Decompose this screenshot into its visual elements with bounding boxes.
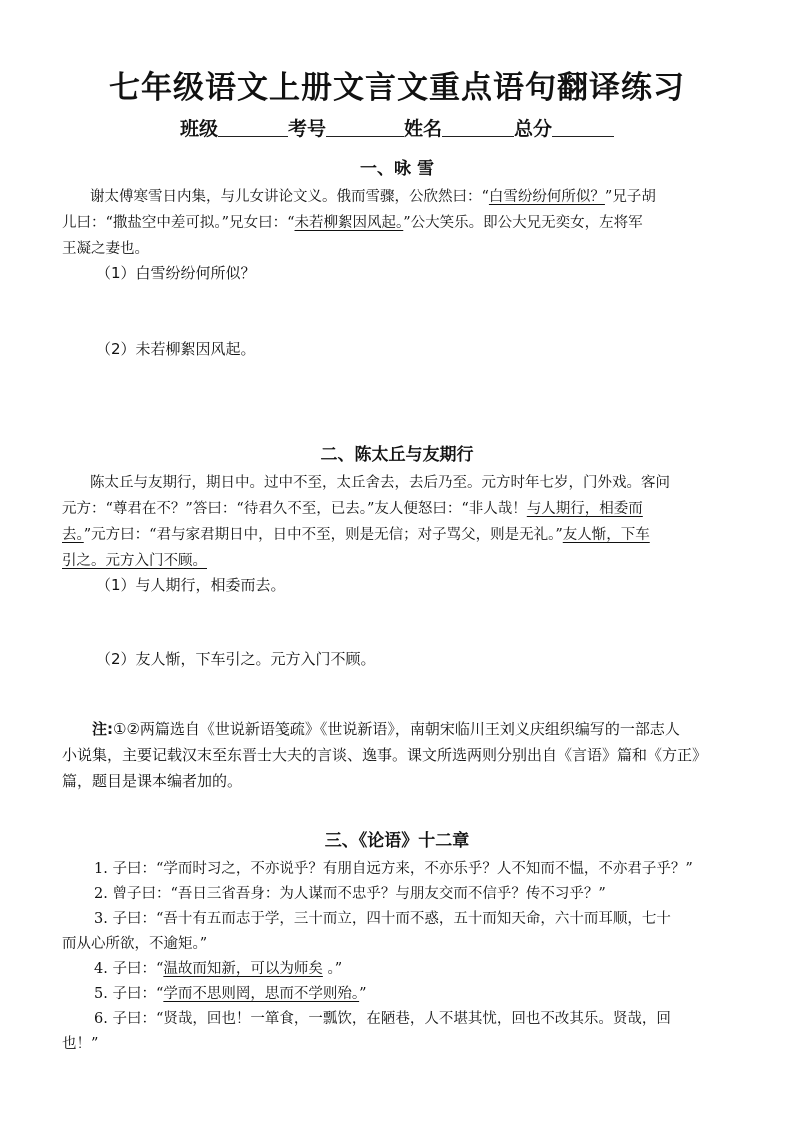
- underlined-sentence: 学而不思则罔，思而不学则殆。: [163, 986, 360, 1002]
- analects-text: 5. 子曰：“: [94, 986, 164, 1002]
- analects-item: 1. 子曰：“学而时习之，不亦说乎？有朋自远方来，不亦乐乎？人不知而不愠，不亦君子乎？”: [94, 861, 693, 877]
- note-line: 小说集，主要记载汉末至东晋士大夫的言谈、逸事。课文所选两则分别出自《言语》篇和《方正》: [62, 746, 708, 764]
- passage-text: 元方：“尊君在不？”答曰：“待君久不至，已去。”友人便怒曰：“非人哉！: [62, 501, 527, 517]
- passage-text: ”公大笑乐。即公大兄无奕女，左将军: [403, 215, 643, 231]
- note-line: [62, 716, 742, 742]
- section1-passage: [62, 184, 734, 262]
- underlined-sentence: 引之。元方入门不顾。: [62, 553, 207, 569]
- section1-heading: 一、咏 雪: [360, 159, 434, 179]
- section1-question-2: （2）未若柳絮因风起。: [96, 340, 256, 358]
- note-line: 篇，题目是课本编者加的。: [62, 772, 243, 790]
- note-text: ①②两篇选自《世说新语笺疏》《世说新语》，南朝宋临川王刘义庆组织编写的一部志人: [113, 720, 680, 738]
- score-blank[interactable]: [552, 118, 614, 137]
- passage-line: [62, 548, 734, 574]
- section1-question-1: （1）白雪纷纷何所似？: [96, 264, 256, 282]
- class-label: 班级: [179, 118, 218, 140]
- source-note: [62, 716, 742, 794]
- section3-heading: 三、《论语》十二章: [324, 831, 470, 851]
- section2-heading: 二、陈太丘与友期行: [320, 445, 474, 465]
- note-label: 注:: [92, 720, 113, 738]
- analects-text: 4. 子曰：“: [94, 961, 164, 977]
- analects-item: [94, 982, 744, 1007]
- name-blank[interactable]: [442, 118, 514, 137]
- passage-line: [62, 522, 734, 548]
- passage-text: ”兄子胡: [604, 189, 656, 205]
- student-info-line: [0, 114, 794, 141]
- analects-text: ”: [359, 986, 367, 1002]
- number-label: 考号: [287, 118, 326, 140]
- class-blank[interactable]: [218, 118, 288, 137]
- analects-item: [94, 957, 744, 982]
- passage-line: 王凝之妻也。: [62, 241, 149, 257]
- analects-item-continued: 而从心所欲，不逾矩。”: [62, 936, 208, 952]
- passage-text: ”元方曰：“君与家君期日中，日中不至，则是无信；对子骂父，则是无礼。”: [83, 527, 563, 543]
- passage-line: [62, 184, 734, 210]
- score-label: 总分: [514, 118, 553, 140]
- passage-line: 陈太丘与友期行，期日中。过中不至，太丘舍去，去后乃至。元方时年七岁，门外戏。客问: [90, 475, 670, 491]
- section2-question-2: （2）友人惭，下车引之。元方入门不顾。: [96, 650, 376, 668]
- underlined-sentence: 白雪纷纷何所似？: [488, 189, 605, 205]
- passage-text: 谢太傅寒雪日内集，与儿女讲论文义。俄而雪骤，公欣然曰：“: [90, 189, 489, 205]
- section2-question-1: （1）与人期行，相委而去。: [96, 576, 286, 594]
- passage-text: 儿曰：“撒盐空中差可拟。”兄女曰：“: [62, 215, 295, 231]
- underlined-sentence: 友人惭，下车: [562, 527, 650, 543]
- underlined-sentence: 去。: [62, 527, 84, 543]
- page-title: 七年级语文上册文言文重点语句翻译练习: [109, 70, 685, 106]
- underlined-sentence: 与人期行，相委而: [526, 501, 643, 517]
- passage-line: [62, 210, 734, 236]
- name-label: 姓名: [404, 118, 443, 140]
- section2-passage: [62, 470, 734, 574]
- analects-list: [62, 857, 744, 1057]
- analects-item: 3. 子曰：“吾十有五而志于学，三十而立，四十而不惑，五十而知天命，六十而耳顺，七十: [94, 911, 671, 927]
- underlined-sentence: 温故而知新，可以为师矣: [163, 961, 323, 977]
- underlined-sentence: 未若柳絮因风起。: [294, 215, 404, 231]
- number-blank[interactable]: [326, 118, 404, 137]
- analects-item: 2. 曾子曰：“吾日三省吾身：为人谋而不忠乎？与朋友交而不信乎？传不习乎？”: [94, 886, 606, 902]
- passage-line: [62, 496, 734, 522]
- analects-item: 6. 子曰：“贤哉，回也！一箪食，一瓢饮，在陋巷，人不堪其忧，回也不改其乐。贤哉，回: [94, 1011, 671, 1027]
- analects-item-continued: 也！”: [62, 1036, 99, 1052]
- analects-text: 。”: [322, 961, 343, 977]
